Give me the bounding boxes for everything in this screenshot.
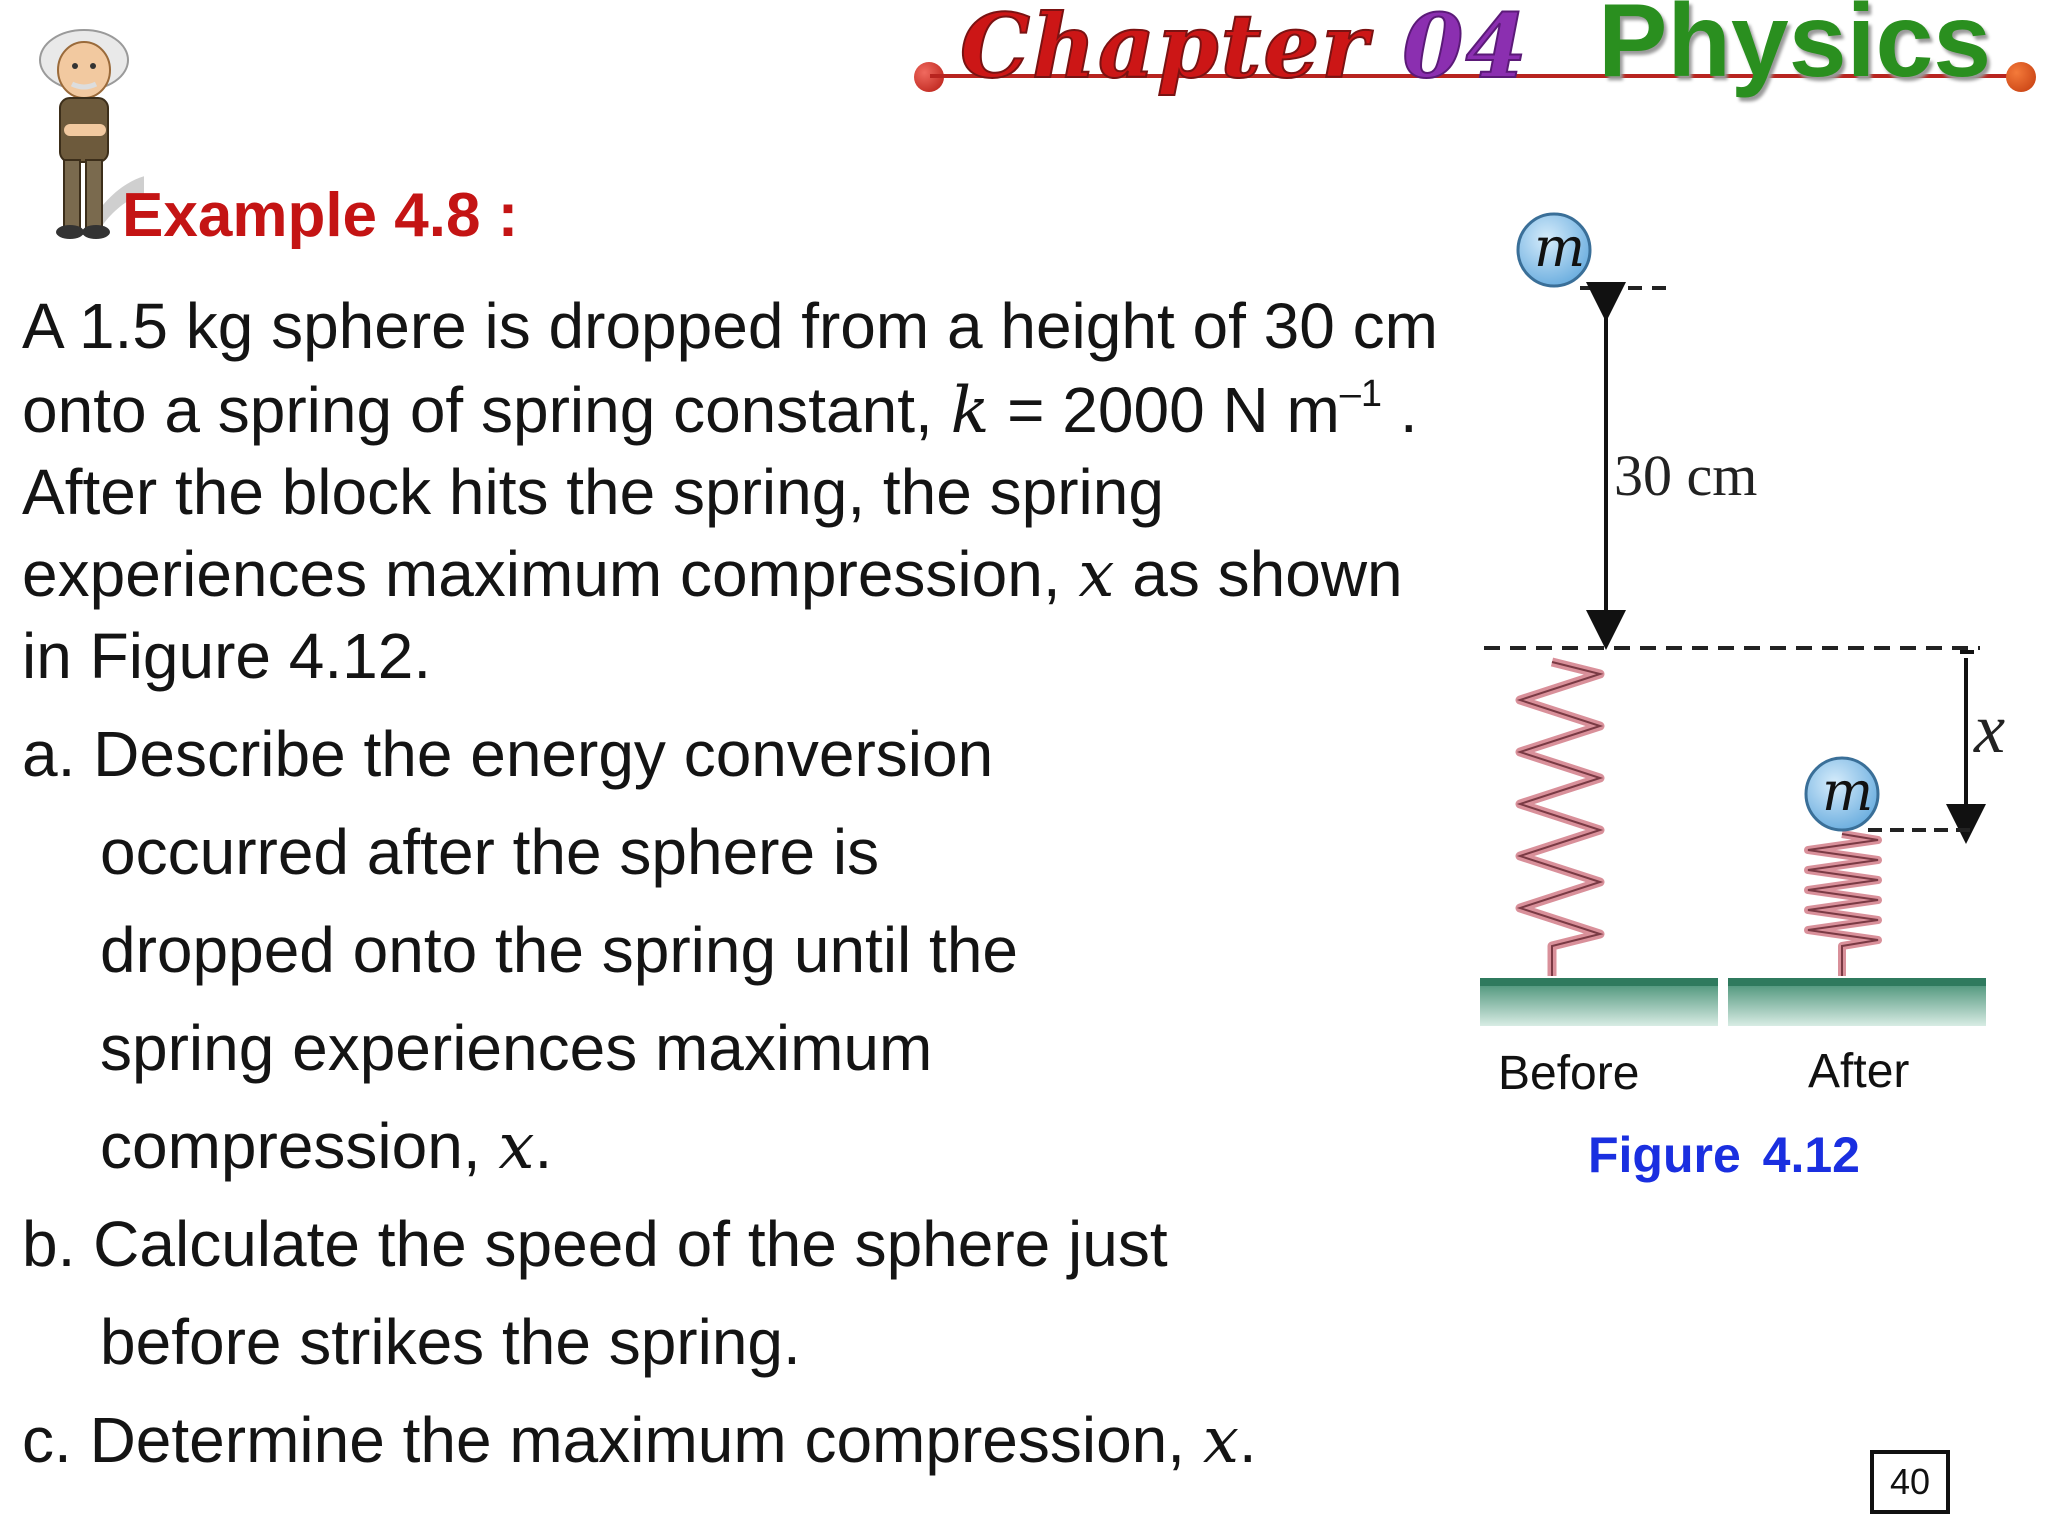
part-a-line-2: occurred after the sphere is	[100, 816, 880, 888]
problem-line-3: After the block hits the spring, the spring	[22, 456, 1164, 528]
chapter-word: Chapter	[960, 0, 1370, 98]
part-a-line-5: compression, x.	[100, 1110, 553, 1184]
part-c-line-1: c. Determine the maximum compression, x.	[22, 1404, 1257, 1478]
spring-before	[1520, 662, 1600, 976]
figure-diagram	[1460, 200, 2020, 1040]
part-a-line-4: spring experiences maximum	[100, 1012, 933, 1084]
part-a-line-3: dropped onto the spring until the	[100, 914, 1018, 986]
var-x: x	[1078, 538, 1115, 612]
part-a-line-1: a. Describe the energy conversion	[22, 718, 994, 790]
part-b-line-2: before strikes the spring.	[100, 1306, 801, 1378]
height-label: 30 cm	[1614, 443, 1758, 508]
var-k: k	[950, 374, 990, 448]
chapter-title	[960, 0, 1529, 98]
problem-line-2: onto a spring of spring constant, k = 2000 N $m^{-1}$ .	[22, 372, 1418, 448]
problem-line-4: experiences maximum compression, x as shown	[22, 538, 1403, 612]
subject-title: Physics	[1598, 0, 1992, 99]
compression-label: x	[1974, 691, 2006, 768]
page-number: 40	[1870, 1450, 1950, 1514]
chapter-number: 04	[1402, 0, 1529, 98]
example-title: Example 4.8 :	[122, 181, 519, 250]
figure-caption: Figure 4.12	[1588, 1127, 1860, 1183]
header-right-dot	[2006, 62, 2036, 92]
problem-line-5: in Figure 4.12.	[22, 620, 432, 692]
mass-label-before: m	[1534, 216, 1586, 279]
problem-line-1: A 1.5 kg sphere is dropped from a height of 30 cm	[22, 290, 1438, 362]
part-b-line-1: b. Calculate the speed of the sphere just	[22, 1208, 1168, 1280]
after-label: After	[1808, 1045, 1910, 1098]
before-label: Before	[1498, 1047, 1640, 1100]
mass-label-after: m	[1822, 760, 1874, 823]
